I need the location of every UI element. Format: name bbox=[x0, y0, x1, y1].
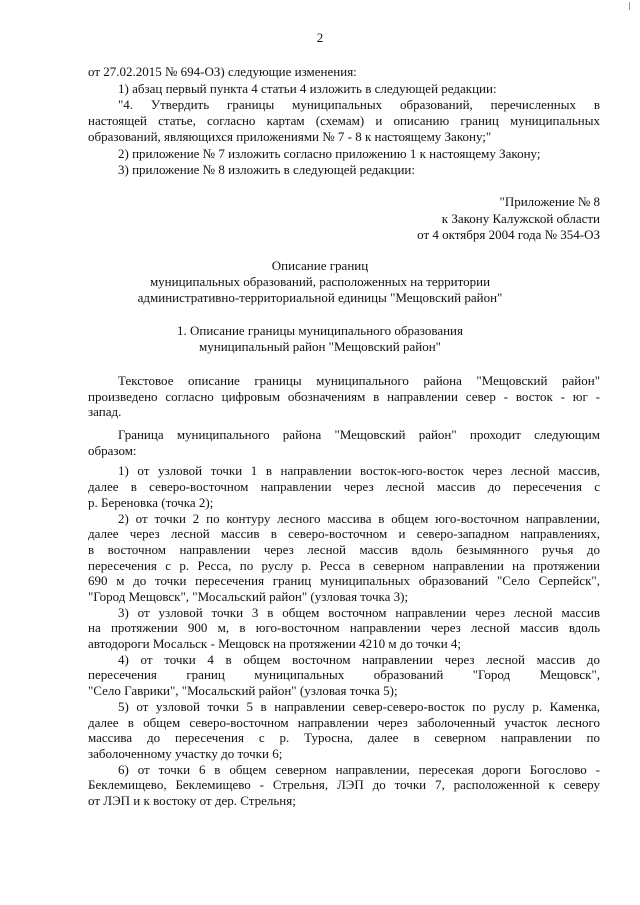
paragraph-line: от ЛЭП и к востоку от дер. Стрельня; bbox=[88, 792, 296, 808]
paragraph-line: Беклемищево, Беклемищево - Стрельня, ЛЭП до точки 7, расположенной к северу bbox=[88, 777, 600, 793]
paragraph-1 bbox=[88, 373, 600, 420]
scan-mark bbox=[629, 2, 634, 10]
paragraph-line: пересечения границ муниципальных образований "Город Мещовск", bbox=[88, 667, 600, 683]
appendix-line-1: "Приложение № 8 bbox=[499, 194, 600, 209]
paragraph-line: далее в общем северо-восточном направлении через заболоченный участок лесного bbox=[88, 714, 600, 730]
paragraph-line: 2) от точки 2 по контуру лесного массива в общем юго-восточном направлении, bbox=[118, 510, 600, 526]
title-line-3: административно-территориальной единицы "Мещовский район" bbox=[137, 290, 503, 305]
intro-line-3: "4. Утвердить границы муниципальных образований, перечисленных в bbox=[118, 97, 600, 112]
paragraph-8 bbox=[88, 762, 600, 809]
intro-line-5: образований, являющихся приложениями № 7 - 8 к настоящему Закону;" bbox=[88, 129, 492, 144]
intro-line-1: от 27.02.2015 № 694-ОЗ) следующие изменения: bbox=[88, 64, 357, 79]
paragraph-3 bbox=[88, 463, 600, 510]
paragraph-line: 3) от узловой точки 3 в общем восточном направлении через лесной массив bbox=[118, 604, 600, 620]
paragraph-line: на протяжении 900 м, в юго-восточном направлении через лесной массив вдоль bbox=[88, 620, 600, 636]
intro-line-2: 1) абзац первый пункта 4 статьи 4 изложить в следующей редакции: bbox=[118, 81, 497, 96]
paragraph-line: "Город Мещовск", "Мосальский район" (узловая точка 3); bbox=[88, 588, 409, 604]
intro-line-6: 2) приложение № 7 изложить согласно приложению 1 к настоящему Закону; bbox=[118, 146, 541, 161]
paragraph-line: запад. bbox=[88, 404, 122, 420]
paragraph-line: Текстовое описание границы муниципального района "Мещовский район" bbox=[118, 373, 600, 388]
paragraph-line: пересечения с р. Ресса, по руслу р. Ресса в северном направлении на протяжении bbox=[88, 557, 600, 573]
paragraph-line: далее через лесной массив в северо-восточном и северо-западном направлениях, bbox=[88, 526, 600, 542]
paragraph-4 bbox=[88, 511, 600, 605]
paragraph-6 bbox=[88, 652, 600, 699]
paragraph-line: 690 м до точки пересечения границ муниципальных образований "Село Серпейск", bbox=[88, 573, 600, 589]
paragraph-line: "Село Гаврики", "Мосальский район" (узловая точка 5); bbox=[88, 683, 398, 699]
paragraph-line: заболоченному участку до точки 6; bbox=[88, 745, 283, 761]
paragraph-line: 5) от узловой точки 5 в направлении север-северо-восток по руслу р. Каменка, bbox=[118, 698, 600, 714]
paragraph-line: произведено согласно цифровым обозначениям в направлении север - восток - юг - bbox=[88, 388, 600, 404]
paragraph-line: образом: bbox=[88, 442, 137, 458]
section-heading-line-1: 1. Описание границы муниципального образования bbox=[177, 323, 463, 338]
paragraph-2 bbox=[88, 427, 600, 458]
paragraph-7 bbox=[88, 699, 600, 762]
body-text bbox=[88, 373, 600, 809]
title-line-2: муниципальных образований, расположенных на территории bbox=[149, 274, 491, 289]
paragraph-line: в восточном направлении через лесной массив вдоль безымянного ручья до bbox=[88, 541, 600, 557]
intro-line-4: настоящей статье, согласно картам (схемам) и описанию границ муниципальных bbox=[88, 113, 600, 128]
paragraph-line: р. Береновка (точка 2); bbox=[88, 494, 214, 510]
paragraph-line: массива до пересечения с р. Туросна, далее в северном направлении по bbox=[88, 730, 600, 746]
paragraph-line: автодороги Мосальск - Мещовск на протяжении 4210 м до точки 4; bbox=[88, 636, 462, 652]
paragraph-line: 4) от точки 4 в общем восточном направлении через лесной массив до bbox=[118, 651, 600, 667]
title-line-1: Описание границ bbox=[271, 258, 369, 273]
appendix-line-2: к Закону Калужской области bbox=[441, 211, 600, 226]
paragraph-line: 6) от точки 6 в общем северном направлении, пересекая дороги Богослово - bbox=[118, 761, 600, 777]
paragraph-line: далее в северо-восточном направлении через лесной массив до пересечения с bbox=[88, 479, 600, 495]
appendix-line-3: от 4 октября 2004 года № 354-ОЗ bbox=[417, 227, 600, 242]
section-heading-line-2: муниципальный район "Мещовский район" bbox=[199, 339, 441, 354]
paragraph-line: 1) от узловой точки 1 в направлении восток-юго-восток через лесной массив, bbox=[118, 463, 600, 479]
page-number: 2 bbox=[316, 30, 324, 45]
intro-line-7: 3) приложение № 8 изложить в следующей редакции: bbox=[118, 162, 415, 177]
paragraph-5 bbox=[88, 605, 600, 652]
paragraph-line: Граница муниципального района "Мещовский район" проходит следующим bbox=[118, 427, 600, 443]
